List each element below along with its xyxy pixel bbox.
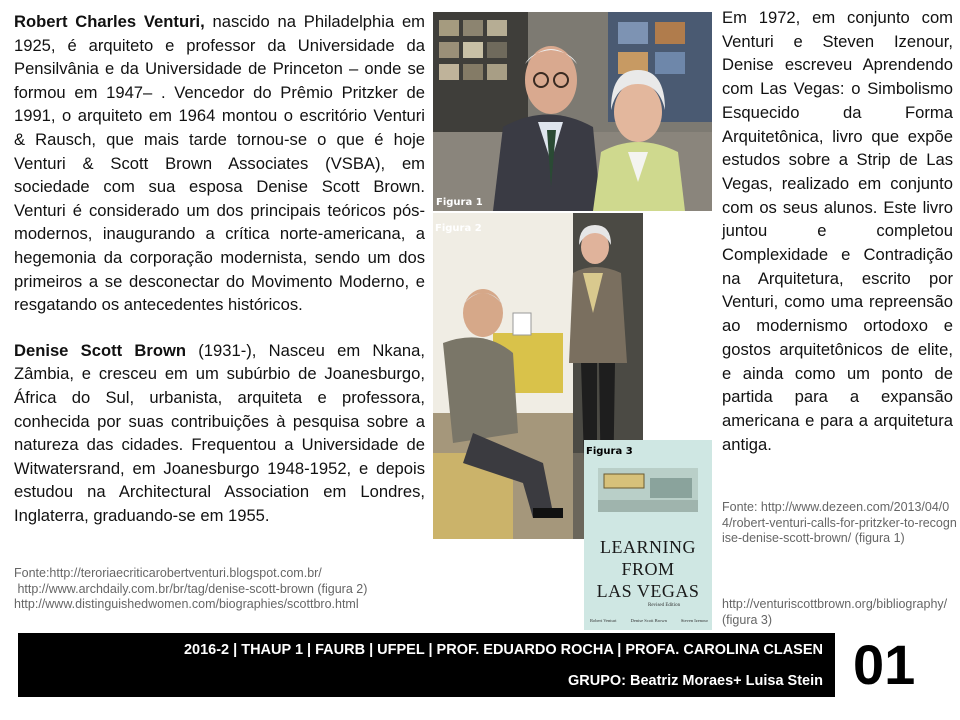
footer-group: GRUPO: Beatriz Moraes+ Luisa Stein [567,673,823,689]
left-text-column [14,10,425,549]
figure-3-book-cover [584,440,712,630]
figure-1-illustration [433,12,712,211]
scott-brown-bio: (1931-), Nasceu em Nkana, Zâmbia, e cresceu em um subúrbio de Joanesburgo, África do Sul, urbanista, arquiteta e professora, conhecida por suas contribuições à pesquisa sobre a natureza das cidades. Frequentou a Universidade de Witwatersrand, em Joanesburgo 1948-1952, e depois estudou na Architectural Association em Londres, Inglaterra, graduando-se em 1955. [14,340,425,525]
sources-left [14,566,414,613]
figure-3-label: Figura 3 [586,446,633,457]
scott-brown-paragraph [14,339,425,528]
source-line: http://www.archdaily.com.br/br/tag/denise-scott-brown (figura 2) [14,581,368,596]
book-authors [590,618,708,623]
figure-1-label: Figura 1 [436,197,483,208]
book-title-line: LEARNING [600,537,696,557]
figure-1-photo [433,12,712,211]
book-title [584,536,712,602]
page-number: 01 [853,633,916,696]
venturi-paragraph [14,10,425,317]
venturi-bio: nascido na Philadelphia em 1925, é arquiteto e professor da Universidade da Pensilvânia e da Universidade de Princeton – onde se formou em 1947– . Vencedor do Prêmio Pritzker de 1991, o arquiteto em 1964 montou o escritório Venturi & Rausch, que mais tarde tornou-se o que é hoje Venturi & Scott Brown Associates (VSBA), em sociedade com sua esposa Denise Scott Brown. Venturi é considerado um dos principais teóricos pós-modernos, inaugurando a crítica norte-americana, a hegemonia da corporação modernista, sendo um dos primeiros a se desconectar do Movimento Moderno, e resgatando os antecedentes históricos. [14,12,426,315]
figure-2-label: Figura 2 [435,223,482,234]
scott-brown-name: Denise Scott Brown [14,340,187,360]
footer-course-info: 2016-2 | THAUP 1 | FAURB | UFPEL | PROF. EDUARDO ROCHA | PROFA. CAROLINA CLASEN [183,642,823,658]
book-edition: Revised Edition [648,603,681,608]
book-title-line: FROM [621,559,675,579]
source-line: Fonte:http://teroriaecriticarobertventuri.blogspot.com.br/ [14,566,322,580]
source-line: http://www.distinguishedwomen.com/biographies/scottbro.html [14,597,359,612]
book-title-line: LAS VEGAS [596,581,700,601]
source-figure-1: Fonte: http://www.dezeen.com/2013/04/04/robert-venturi-calls-for-pritzker-to-recognise-denise-scott-brown/ (figura 1) [722,500,957,546]
source-figure-3: http://venturiscottbrown.org/bibliography/ (figura 3) [722,597,948,627]
book-author: Steven Izenour [680,618,708,623]
book-author: Denise Scott Brown [630,618,667,623]
right-text-column: Em 1972, em conjunto com Venturi e Steven Izenour, Denise escreveu Aprendendo com Las Vegas: o Simbolismo Esquecido da Forma Arquitetônica, livro que expõe estudos sobre a Strip de Las Vegas, realizado em conjunto com os seus alunos. Este livro juntou e completou Complexidade e Contradição na Arquitetura, escrito por Venturi, como uma repreensão ao modernismo ortodoxo e gostos arquitetônicos de elite, e ainda como um ponto de partida para a expansão americana e para a arquitetura antiga. [722,8,953,454]
book-author: Robert Venturi [590,618,617,623]
footer-bar [18,633,835,697]
venturi-name: Robert Charles Venturi, [14,12,205,31]
